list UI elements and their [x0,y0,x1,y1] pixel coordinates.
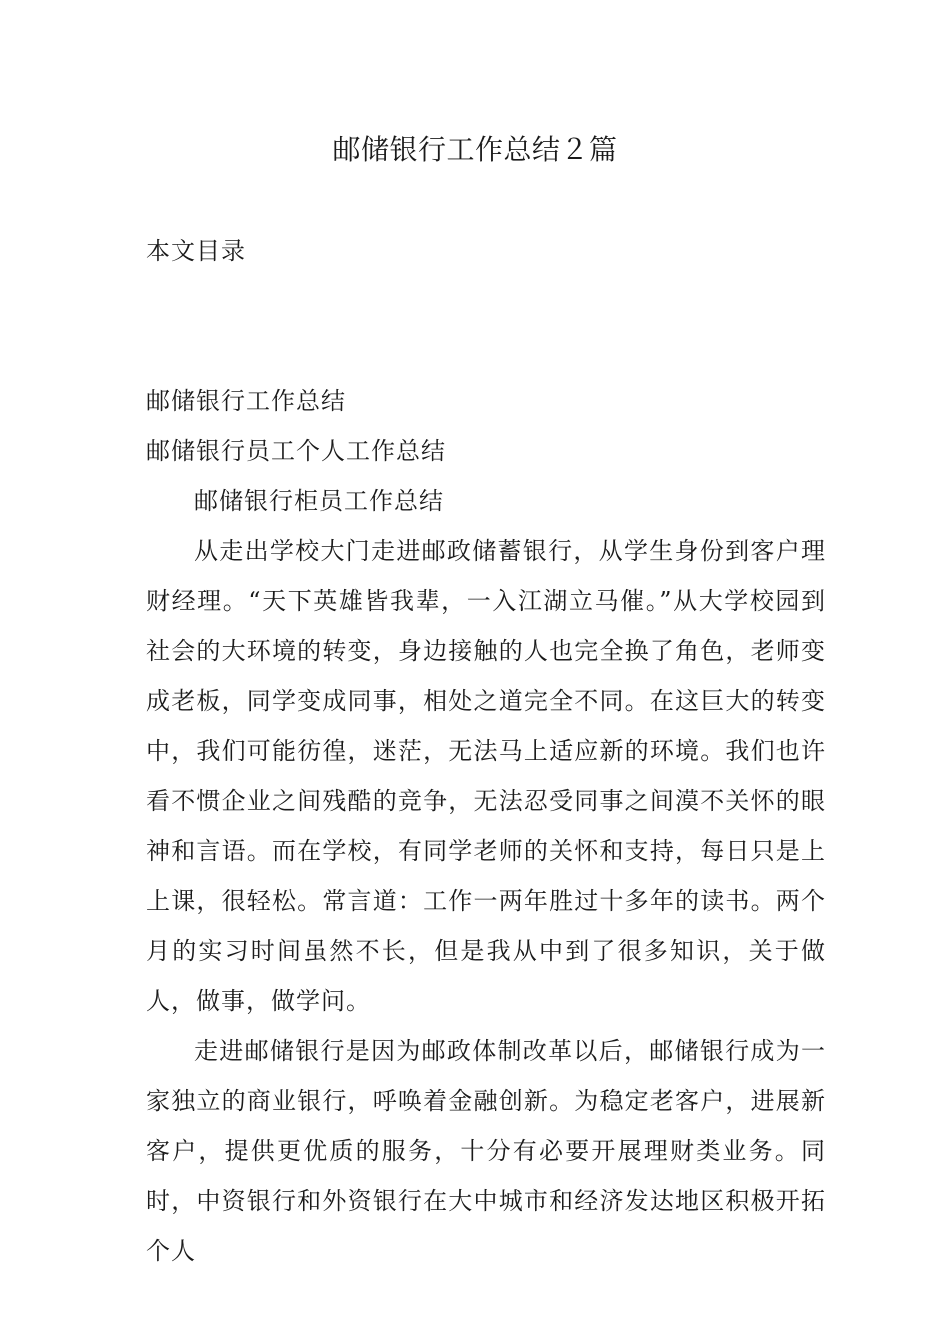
toc-heading: 本文目录 [146,237,246,265]
document-body [146,526,826,1276]
toc-list [146,376,826,526]
paragraph: 走进邮储银行是因为邮政体制改革以后，邮储银行成为一家独立的商业银行，呼唤着金融创新。为稳定老客户，进展新客户，提供更优质的服务，十分有必要开展理财类业务。同时，中资银行和外资银行在大中城市和经济发达地区积极开拓个人 [146,1037,826,1265]
paragraph: 从走出学校大门走进邮政储蓄银行，从学生身份到客户理财经理。“天下英雄皆我辈，一入江湖立马催。”从大学校园到社会的大环境的转变，身边接触的人也完全换了角色，老师变成老板，同学变成同事，相处之道完全不同。在这巨大的转变中，我们可能彷徨，迷茫，无法马上适应新的环境。我们也许看不惯企业之间残酷的竞争，无法忍受同事之间漠不关怀的眼神和言语。而在学校，有同学老师的关怀和支持，每日只是上上课，很轻松。常言道：工作一两年胜过十多年的读书。两个月的实习时间虽然不长，但是我从中到了很多知识，关于做人，做事，做学问。 [146,537,826,1015]
toc-item[interactable]: 邮储银行员工个人工作总结 [146,437,446,465]
toc-item[interactable]: 邮储银行柜员工作总结 [194,487,444,515]
toc-item[interactable]: 邮储银行工作总结 [146,387,346,415]
document-title: 邮储银行工作总结２篇 [332,133,618,166]
